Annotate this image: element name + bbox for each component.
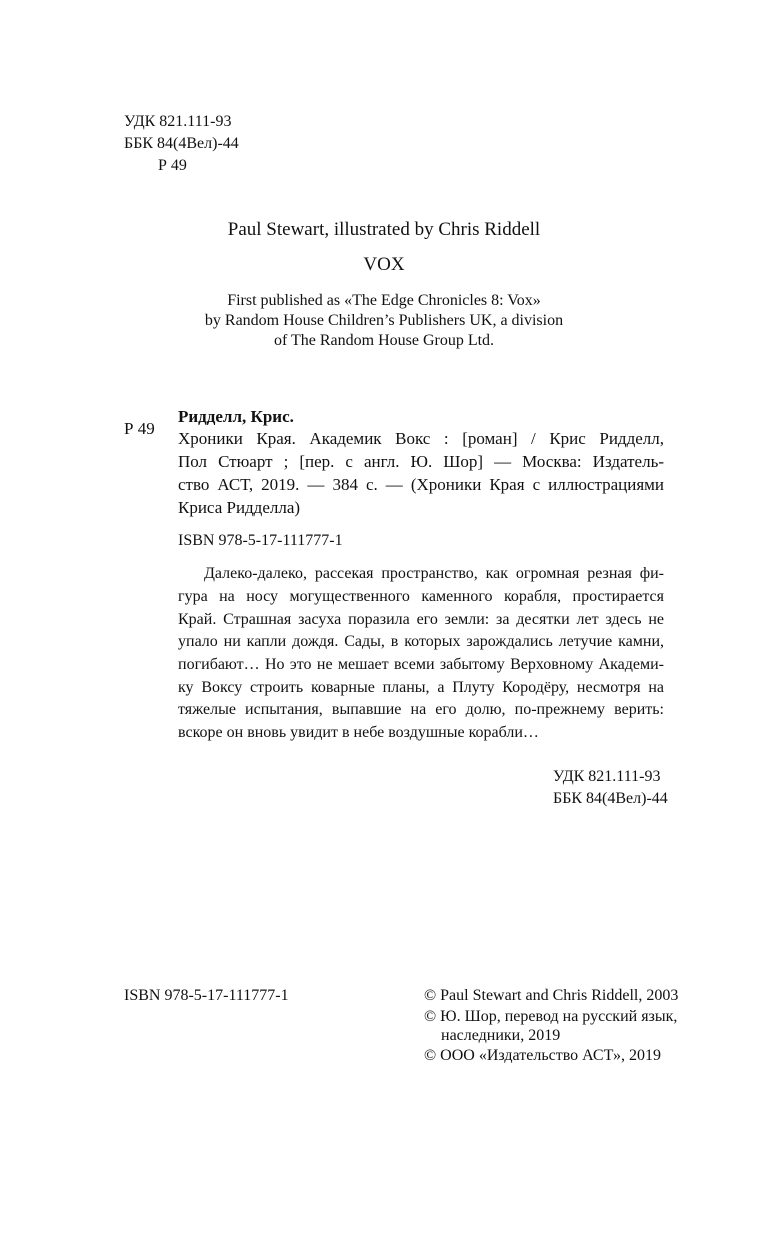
- udc-code: УДК 821.111-93: [124, 113, 232, 130]
- catalog-line: Криса Ридделла): [178, 498, 301, 517]
- annotation-line: погибают… Но это не мешает всеми забытому Верховному Академи-: [178, 656, 664, 673]
- annotation-line: тяжелые испытания, выпавшие на его долю, по-прежнему верить:: [178, 701, 664, 718]
- bbk-code: ББК 84(4Вел)-44: [124, 135, 239, 152]
- catalog-author: Ридделл, Крис.: [178, 407, 294, 426]
- annotation-line: гура на носу могущественного каменного корабля, простирается: [178, 588, 664, 605]
- publication-line: by Random House Children’s Publishers UK, a division: [204, 312, 564, 329]
- original-title: VOX: [363, 254, 405, 275]
- bbk-code: ББК 84(4Вел)-44: [553, 790, 668, 807]
- annotation-line: упало ни капли дождя. Сады, в которых зарождались летучие камни,: [178, 633, 664, 650]
- author-sign: Р 49: [158, 157, 187, 174]
- copyright-line: © ООО «Издательство АСТ», 2019: [424, 1047, 661, 1064]
- copyright-line: наследники, 2019: [441, 1027, 561, 1044]
- copyright-line: © Paul Stewart and Chris Riddell, 2003: [424, 987, 679, 1004]
- annotation-line: ку Воксу строить коварные планы, а Плуту Кородёру, несмотря на: [178, 679, 664, 696]
- bottom-isbn: ISBN 978-5-17-111777-1: [124, 987, 289, 1004]
- author-credit: Paul Stewart, illustrated by Chris Riddell: [227, 219, 541, 240]
- catalog-isbn: ISBN 978-5-17-111777-1: [178, 532, 343, 549]
- annotation-line: вскоре он вновь увидит в небе воздушные корабли…: [178, 724, 539, 741]
- publication-line: of The Random House Group Ltd.: [273, 332, 495, 349]
- catalog-code: Р 49: [124, 419, 155, 438]
- copyright-line: © Ю. Шор, перевод на русский язык,: [424, 1008, 678, 1025]
- annotation-line: Край. Страшная засуха поразила его земли: за десятки лет здесь не: [178, 611, 664, 628]
- catalog-line: ство АСТ, 2019. — 384 с. — (Хроники Края с иллюстрациями: [178, 475, 664, 494]
- publication-line: First published as «The Edge Chronicles 8: Vox»: [227, 292, 541, 309]
- annotation-line: Далеко-далеко, рассекая пространство, как огромная резная фи-: [204, 565, 664, 582]
- catalog-line: Пол Стюарт ; [пер. с англ. Ю. Шор] — Москва: Издатель-: [178, 452, 664, 471]
- udc-code: УДК 821.111-93: [553, 768, 661, 785]
- catalog-line: Хроники Края. Академик Вокс : [роман] / Крис Ридделл,: [178, 429, 664, 448]
